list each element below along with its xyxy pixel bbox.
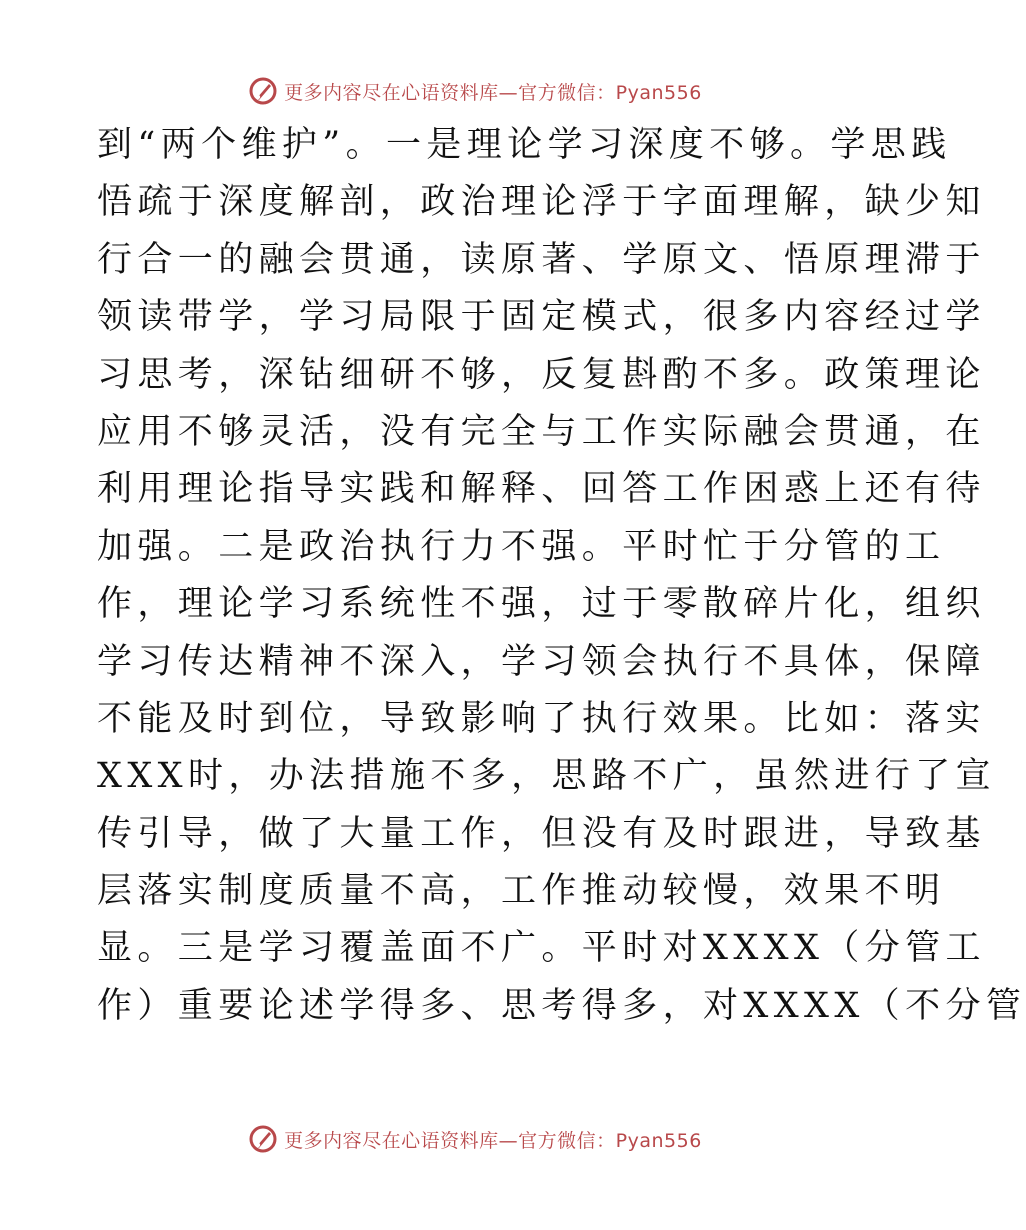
text-line: 显。三是学习覆盖面不广。平时对XXXX（分管工 [97, 928, 986, 969]
text-line: 传引导，做了大量工作，但没有及时跟进，导致基 [97, 813, 986, 854]
text-line: 悟疏于深度解剖，政治理论浮于字面理解，缺少知 [97, 182, 986, 223]
wechat-id: Pyan556 [615, 81, 702, 104]
text-line: 学习传达精神不深入，学习领会执行不具体，保障 [97, 641, 986, 682]
text-line: 利用理论指导实践和解释、回答工作困惑上还有待 [97, 469, 986, 510]
text-line: 加强。二是政治执行力不强。平时忙于分管的工 [97, 526, 946, 567]
text-line: 应用不够灵活，没有完全与工作实际融会贯通，在 [97, 411, 986, 452]
text-line: 作，理论学习系统性不强，过于零散碎片化，组织 [97, 584, 986, 625]
text-line: 到“两个维护”。一是理论学习深度不够。学思践 [97, 125, 952, 165]
document-body [97, 117, 1026, 1035]
text-line: 行合一的融会贯通，读原著、学原文、悟原理滞于 [97, 239, 986, 280]
quill-logo-icon [248, 76, 278, 106]
text-line: 层落实制度质量不高，工作推动较慢，效果不明 [97, 871, 946, 912]
text-line: 习思考，深钻细研不够，反复斟酌不多。政策理论 [97, 354, 986, 395]
text-line: 领读带学，学习局限于固定模式，很多内容经过学 [97, 297, 986, 338]
header-watermark [0, 71, 950, 111]
watermark-text: 更多内容尽在心语资料库—官方微信：Pyan556 [284, 1129, 702, 1152]
watermark-text: 更多内容尽在心语资料库—官方微信：Pyan556 [284, 81, 702, 104]
text-line: XXX时，办法措施不多，思路不广，虽然进行了宣 [97, 756, 996, 797]
quill-logo-icon [248, 1124, 278, 1154]
text-line: 不能及时到位，导致影响了执行效果。比如：落实 [97, 698, 986, 739]
footer-watermark [0, 1119, 950, 1159]
text-line: 作）重要论述学得多、思考得多，对XXXX（不分管 [97, 985, 1026, 1026]
wechat-id: Pyan556 [615, 1129, 702, 1152]
